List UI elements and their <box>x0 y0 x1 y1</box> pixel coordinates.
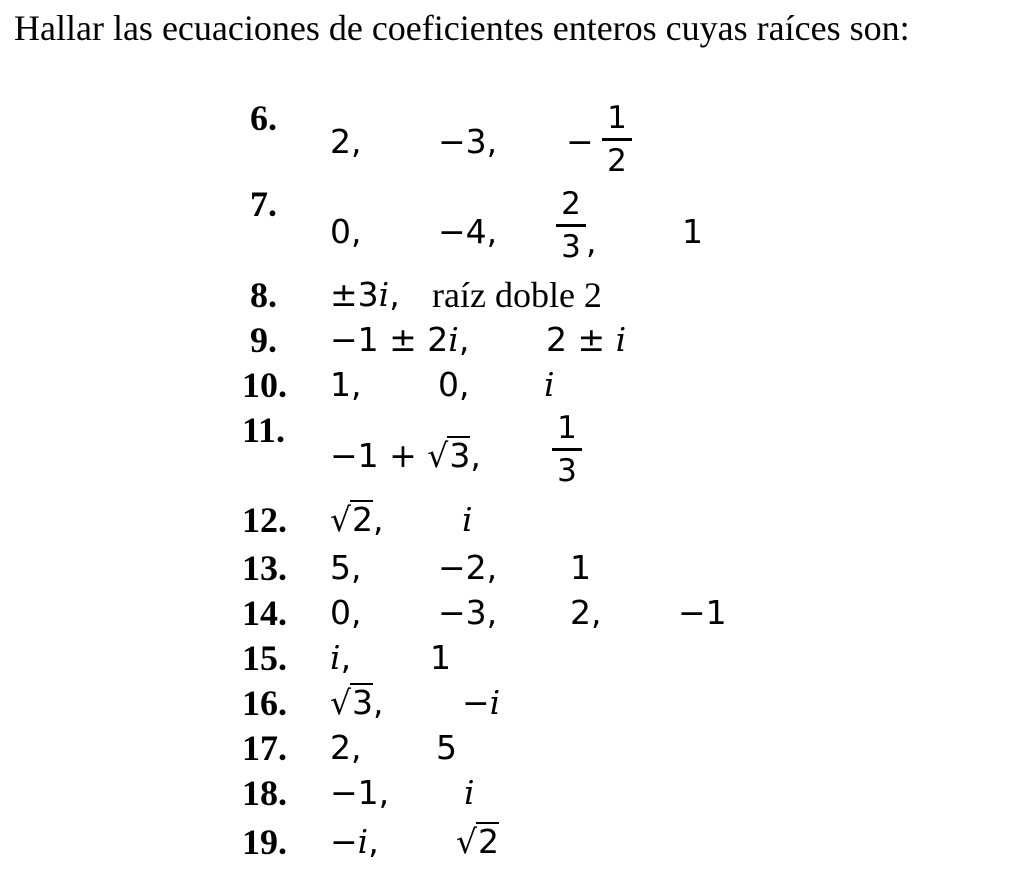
root: 2, <box>330 728 362 767</box>
root-note: raíz doble 2 <box>432 275 602 315</box>
comma: , <box>389 275 400 314</box>
root <box>330 638 351 678</box>
root <box>330 275 400 315</box>
item-number: 18. <box>242 773 287 813</box>
root-value: ±3 <box>330 275 379 314</box>
root: 1 <box>682 212 703 251</box>
square-root: √2 <box>330 500 374 539</box>
item-number: 16. <box>242 683 287 723</box>
imaginary-unit: i <box>489 683 501 722</box>
radicand: 2 <box>352 500 374 539</box>
item-number: 6. <box>250 98 277 138</box>
item-number: 17. <box>242 728 287 768</box>
radicand: 2 <box>478 822 500 861</box>
radicand: 3 <box>449 436 471 475</box>
root: −3, <box>438 593 498 632</box>
item-number: 7. <box>250 184 277 224</box>
root: 1 <box>570 548 591 587</box>
imaginary-unit: i <box>448 320 459 359</box>
numerator: 1 <box>607 100 627 136</box>
comma: , <box>340 638 352 677</box>
item-number: 12. <box>242 500 287 540</box>
root <box>456 822 499 862</box>
root: −1 <box>678 593 727 632</box>
fraction <box>552 410 582 489</box>
imaginary-unit: i <box>357 822 369 861</box>
fraction-bar <box>552 448 582 451</box>
comma: , <box>458 320 470 359</box>
root <box>330 320 469 360</box>
root-value: −1 ± 2 <box>330 320 449 359</box>
item-number: 15. <box>242 638 287 678</box>
comma: , <box>586 222 597 261</box>
numerator: 2 <box>561 186 581 222</box>
root: 0, <box>330 593 362 632</box>
minus-sign: − <box>566 122 594 161</box>
square-root: √3 <box>427 436 471 475</box>
root: −1, <box>330 773 390 812</box>
comma: , <box>373 500 384 539</box>
item-number: 13. <box>242 548 287 588</box>
imaginary-unit: i <box>330 638 341 677</box>
radicand: 3 <box>352 683 374 722</box>
root: −4, <box>438 212 498 251</box>
imaginary-unit: i <box>544 365 555 404</box>
page-title: Hallar las ecuaciones de coeficientes enteros cuyas raíces son: <box>14 8 910 48</box>
root <box>330 436 481 476</box>
imaginary-unit: i <box>378 275 390 314</box>
item-number: 11. <box>242 410 286 450</box>
root <box>546 320 626 360</box>
comma: , <box>373 683 384 722</box>
imaginary-unit: i <box>615 320 627 359</box>
root: 1, <box>330 365 362 404</box>
root: 1 <box>430 638 451 677</box>
fraction <box>602 100 632 179</box>
root: −3, <box>438 122 498 161</box>
minus-sign: − <box>462 683 490 722</box>
fraction <box>556 186 586 265</box>
item-number: 9. <box>250 320 277 360</box>
root: −2, <box>438 548 498 587</box>
numerator: 1 <box>557 410 577 446</box>
root: 0, <box>330 212 362 251</box>
root: 5 <box>436 728 457 767</box>
fraction-bar <box>556 224 586 227</box>
root: 5, <box>330 548 362 587</box>
root: 2, <box>570 593 602 632</box>
comma: , <box>368 822 379 861</box>
comma: , <box>470 436 481 475</box>
square-root: √3 <box>330 683 374 722</box>
root: 0, <box>438 365 470 404</box>
minus-sign: − <box>330 822 358 861</box>
imaginary-unit: i <box>462 500 473 539</box>
item-number: 14. <box>242 593 287 633</box>
denominator: 3 <box>561 229 581 265</box>
root-value: 2 ± <box>546 320 616 359</box>
root <box>462 683 500 723</box>
root <box>330 683 384 723</box>
square-root: √2 <box>456 822 500 861</box>
imaginary-unit: i <box>464 773 475 812</box>
item-number: 19. <box>242 822 287 862</box>
root <box>330 500 384 540</box>
root: 2, <box>330 122 362 161</box>
item-number: 10. <box>242 365 287 405</box>
root-value: −1 + <box>330 436 428 475</box>
item-number: 8. <box>250 275 277 315</box>
fraction-bar <box>602 138 632 141</box>
denominator: 2 <box>607 143 627 179</box>
denominator: 3 <box>557 453 577 489</box>
root <box>330 822 379 862</box>
